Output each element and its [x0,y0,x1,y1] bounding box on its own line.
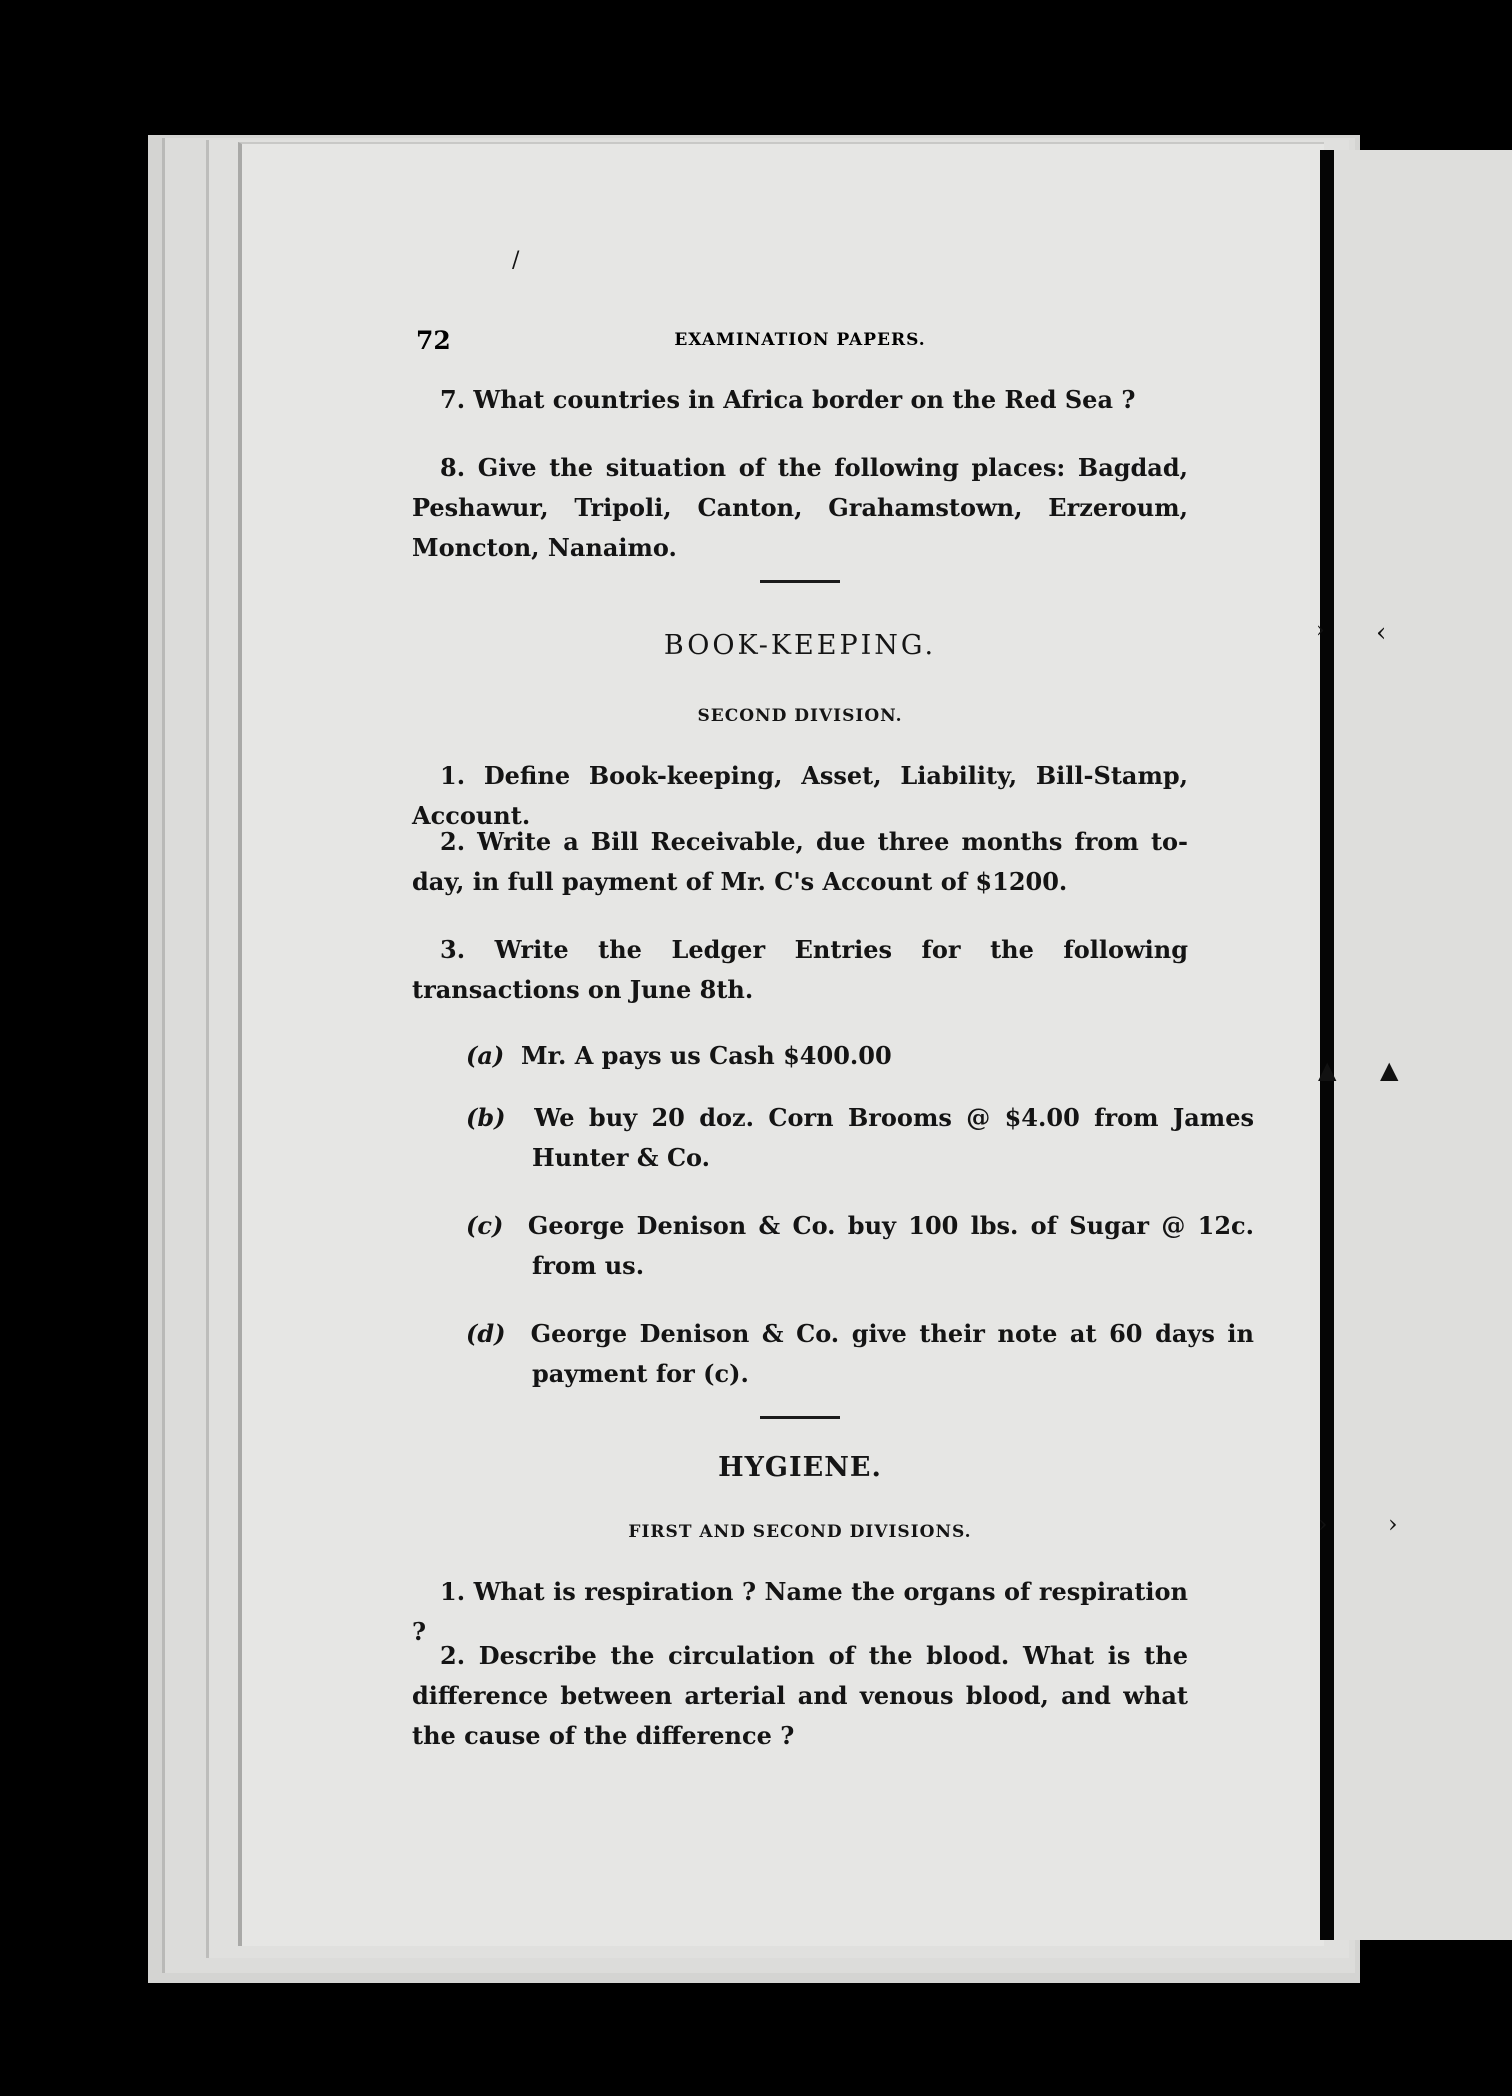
scan-speck: ▲ [1380,1056,1399,1084]
scan-speck: › [1316,618,1325,643]
question-8: 8. Give the situation of the following places: Bagdad, Peshawur, Tripoli, Canton, Grahamstown, Erzeroum, Moncton, Nanaimo. [412,453,1188,562]
scan-speck: ▲ [1318,1056,1337,1084]
item-text: We buy 20 doz. Corn Brooms @ $4.00 from James Hunter & Co. [532,1103,1254,1172]
item-label: (c) [466,1211,504,1240]
bookkeeping-question-1: 1. Define Book-keeping, Asset, Liability, Bill-Stamp, Account. [412,761,1188,830]
item-text: George Denison & Co. buy 100 lbs. of Sugar @ 12c. from us. [527,1211,1254,1280]
section-title-bookkeeping: BOOK-KEEPING. [663,630,937,661]
running-title: EXAMINATION PAPERS. [674,330,926,350]
scan-speck: ‹ [1376,618,1387,648]
division-heading: SECOND DIVISION. [697,706,903,726]
hygiene-question-1: 1. What is respiration ? Name the organs of respiration ? [412,1577,1188,1646]
bookkeeping-question-2: 2. Write a Bill Receivable, due three months from to-day, in full payment of Mr. C's Account of $1200. [412,827,1188,896]
transaction-item [466,1314,1254,1394]
section-title-hygiene: HYGIENE. [718,1452,882,1483]
item-label: (d) [466,1319,506,1348]
scan-speck: › [1318,1510,1328,1538]
transaction-item [466,1098,1254,1178]
facing-page-edge [1334,150,1512,1940]
item-label: (b) [466,1103,506,1132]
transaction-item [466,1206,1254,1286]
hygiene-question-2: 2. Describe the circulation of the blood. What is the difference between arterial and venous blood, and what the cause of the difference ? [412,1641,1188,1750]
transaction-item [466,1036,1254,1076]
question-7: 7. What countries in Africa border on the Red Sea ? [440,385,1136,414]
scan-speck: › [1388,1510,1398,1538]
item-label: (a) [466,1041,505,1070]
page-number: 72 [416,326,451,355]
section-divider [760,1416,840,1419]
division-heading: FIRST AND SECOND DIVISIONS. [628,1522,972,1542]
item-text: Mr. A pays us Cash $400.00 [520,1041,892,1070]
bookkeeping-question-3: 3. Write the Ledger Entries for the following transactions on June 8th. [412,935,1188,1004]
section-divider [760,580,840,583]
item-text: George Denison & Co. give their note at 60 days in payment for (c). [530,1319,1254,1388]
scan-speck: / [512,248,520,273]
page-gutter [1318,150,1337,1940]
